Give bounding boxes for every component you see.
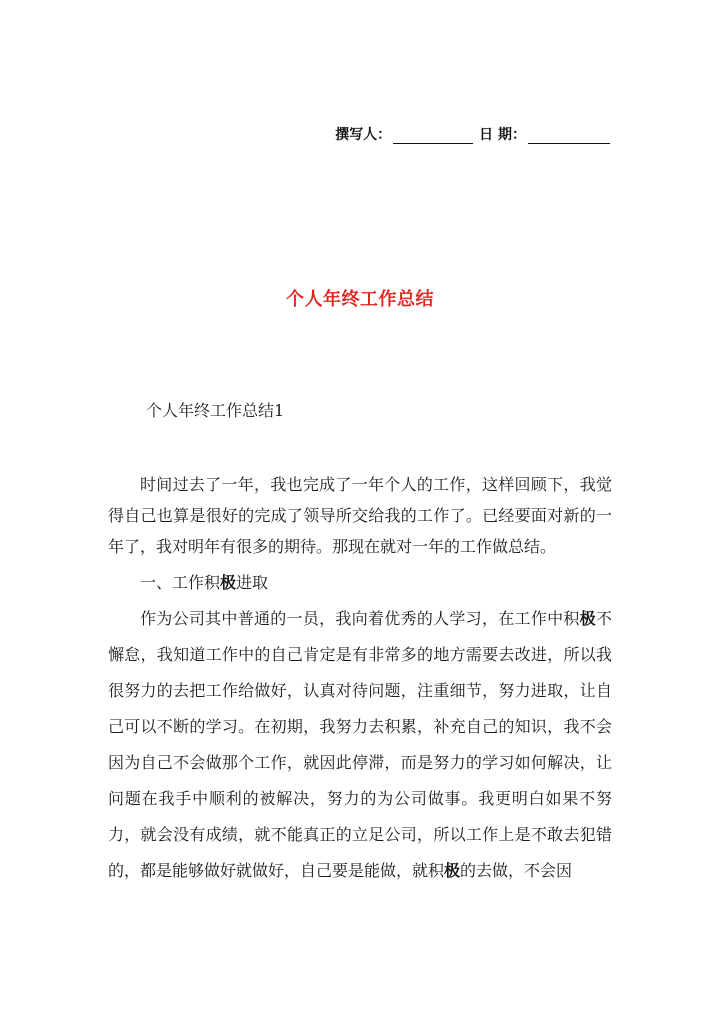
section-1-paragraph xyxy=(108,601,612,889)
document-title: 个人年终工作总结 xyxy=(286,289,434,310)
document-body xyxy=(108,469,612,889)
section-1-bold-char-2: 极 xyxy=(444,861,461,880)
header-signature-line xyxy=(335,124,612,144)
author-label: 撰写人： xyxy=(335,127,392,143)
intro-paragraph: 时间过去了一年，我也完成了一年个人的工作，这样回顾下，我觉得自己也算是很好的完成了领导所交给我的工作了。已经要面对新的一年了，我对明年有很多的期待。那现在就对一年的工作做总结。 xyxy=(108,475,612,556)
document-subtitle: 个人年终工作总结1 xyxy=(146,401,285,420)
section-1-heading-text-a: 一、工作积 xyxy=(140,573,221,592)
author-blank-field[interactable] xyxy=(393,129,473,144)
section-1-text-a: 作为公司其中普通的一员，我向着优秀的人学习，在工作中积 xyxy=(140,609,580,628)
section-1-heading-text-c: 进取 xyxy=(236,573,269,592)
section-1-text-c: 不懈怠，我知道工作中的自己肯定是有非常多的地方需要去改进，所以我很努力的去把工作给做好，认真对待问题，注重细节，努力进取，让自己可以不断的学习。在初期，我努力去积累，补充自己的知识，我不会因为自己不会做那个工作，就因此停滞，而是努力的学习如何解决，让问题在我手中顺利的被解决，努力的为公司做事。我更明白如果不努力，就会没有成绩，就不能真正的立足公司，所以工作上是不敢去犯错的，都是能够做好就做好，自己要是能做，就积 xyxy=(108,609,612,880)
section-1-heading-bold-char: 极 xyxy=(220,573,237,592)
section-1-bold-char-1: 极 xyxy=(579,609,596,628)
section-1-heading xyxy=(108,567,612,598)
date-blank-field[interactable] xyxy=(528,129,610,144)
section-1-text-e: 的去做，不会因 xyxy=(460,861,573,880)
date-label: 日 期： xyxy=(479,127,526,143)
